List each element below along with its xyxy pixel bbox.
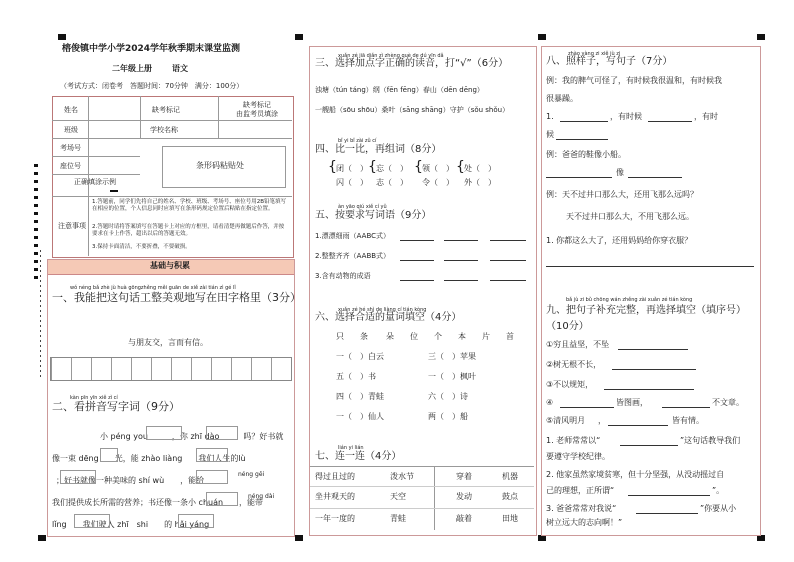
match-right-a[interactable]: 穿着 (456, 472, 472, 481)
q8-example2: 例：爸爸的鞋像小船。 (546, 150, 626, 159)
match-row-line (310, 508, 534, 509)
q2-line1: 小 péng you ，你 zhī dào 吗？好书就 (100, 432, 284, 441)
match-right-a[interactable]: 发动 (456, 492, 472, 501)
answer-box[interactable] (206, 426, 238, 440)
q6-item: 五（ ）书 (336, 372, 376, 381)
measure-word: 个 (434, 332, 442, 341)
table-row-line (52, 174, 140, 175)
q5-title: 五、按要求写词语（9分） (315, 210, 432, 221)
answer-line[interactable] (444, 240, 478, 241)
q8-fill1-c: ，有时 (694, 112, 718, 121)
corner-marker (38, 535, 46, 541)
q5-line2: 2.整整齐齐（AABB式） (315, 252, 391, 260)
q4-pair4-b: 外（ ） (464, 178, 496, 187)
q5-line1: 1.漂漂细雨（AABC式） (315, 232, 391, 240)
absent-mark-note: 缺考标记 由监考员填涂 (236, 101, 278, 118)
q3-title: 三、选择加点字正确的读音，打“√”（6分） (315, 58, 509, 69)
q9-item5-c: 皆有情。 (672, 416, 704, 425)
q6-item: 一（ ）仙人 (336, 412, 384, 421)
match-mid[interactable]: 泼水节 (390, 472, 414, 481)
exam-title: 榕俊镇中学小学2024学年秋季期末课堂监测 (62, 44, 241, 54)
fill-example-mark (110, 190, 118, 192)
table-row-line (52, 156, 140, 157)
q5-pinyin: àn yāo qiú xiě cí yǔ (338, 204, 387, 210)
q8-example1: 例：我的脾气可怪了，有时候我很温和，有时候我 (546, 76, 722, 85)
q2-line2: 像一束 dēng 光，能 zhào liàng 我们人生的lù (52, 454, 246, 463)
measure-word: 条 (360, 332, 368, 341)
grade-label: 二年级上册 (112, 64, 152, 73)
answer-line[interactable] (444, 280, 478, 281)
q6-pinyin: xuǎn zé hé shì de liàng cí tián kòng (338, 307, 427, 313)
q9-s2-c: ”。 (712, 486, 725, 495)
exam-room-label: 考场号 (60, 144, 81, 152)
match-right-b[interactable]: 田地 (502, 514, 518, 523)
q9-s1-b: ”这句话教导我们 (680, 436, 741, 445)
q4-pinyin: bǐ yi bǐ zài zǔ cí (338, 138, 377, 144)
answer-line[interactable] (612, 369, 696, 370)
answer-line[interactable] (608, 425, 668, 426)
measure-word: 位 (410, 332, 418, 341)
table-col-line (88, 196, 89, 256)
brace: { (414, 159, 423, 175)
q6-item: 一（ ）白云 (336, 352, 384, 361)
school-label: 学校名称 (150, 126, 178, 134)
brace: { (456, 159, 465, 175)
q9-item: ③不以规矩， (546, 380, 594, 389)
q2-line3: ；好书就像一种美味的 shí wù ，能给 (56, 476, 205, 485)
q9-s2: 2. 他家虽然家境贫寒，但十分坚强，从没动摇过自 (546, 470, 725, 479)
answer-line[interactable] (560, 407, 614, 408)
absent-mark-label: 缺考标记 (152, 106, 180, 114)
measure-word: 首 (506, 332, 514, 341)
q9-item4-b: 皆图画， (616, 398, 648, 407)
match-left[interactable]: 坐井观天的 (315, 492, 355, 501)
note-2: 2.答题时请将答案填写在答题卡上对应的方框里，请看清楚再做题后作答，并按要求在卡上作答，超出以后的答题无效。 (92, 224, 285, 237)
name-label: 姓名 (64, 106, 78, 114)
answer-line[interactable] (556, 139, 608, 140)
q8-example1-cont: 很暴躁。 (546, 94, 578, 103)
q9-item4-c: 不文章。 (712, 398, 744, 407)
measure-word: 本 (458, 332, 466, 341)
answer-line[interactable] (490, 280, 526, 281)
q8-title: 八、照样子，写句子（7分） (546, 56, 673, 67)
match-left[interactable]: 一年一度的 (315, 514, 355, 523)
q9-item: ④ (546, 398, 554, 407)
q6-item: 六（ ）诗 (428, 392, 468, 401)
barcode-label: 条形码粘贴处 (196, 161, 244, 170)
q8-fill1-num: 1. (546, 112, 554, 121)
answer-line[interactable] (662, 407, 710, 408)
measure-word: 朵 (386, 332, 394, 341)
q9-item: ②树无根不长， (546, 360, 602, 369)
q9-item: ①穷且益坚，不坠 (546, 340, 610, 349)
q9-item5-b: ， (598, 416, 606, 425)
q5-line3: 3.含有动物的成语 (315, 272, 371, 280)
class-label: 班级 (64, 126, 78, 134)
q2-title: 二、看拼音写字词（9分） (52, 400, 180, 413)
q7-pinyin: lián yi lián (338, 445, 364, 451)
subject-label: 语文 (172, 64, 188, 73)
answer-box[interactable] (60, 470, 96, 484)
match-divider (434, 466, 435, 530)
q8-example3: 例：天不过井口那么大，还用飞那么远吗？ (546, 190, 698, 199)
q9-s1-c: 要遵守学校纪律。 (546, 452, 610, 461)
answer-line[interactable] (628, 495, 710, 496)
q8-fill1-d: 候 (546, 130, 554, 139)
q6-item: 四（ ）青蛙 (336, 392, 384, 401)
q7-title: 七、连一连（4分） (315, 451, 402, 462)
corner-marker (58, 34, 66, 40)
match-right-a[interactable]: 敲着 (456, 514, 472, 523)
match-left[interactable]: 得过且过的 (315, 472, 355, 481)
cut-line (40, 250, 41, 380)
notes-label: 注意事项 (58, 222, 86, 230)
answer-box[interactable] (206, 492, 238, 506)
q3-line1: 浊塘（tún táng）纲（fēn fēng）春山（dēn dēng） (315, 86, 484, 94)
answer-box[interactable] (146, 426, 182, 440)
answer-line[interactable] (636, 513, 698, 514)
measure-word: 片 (482, 332, 490, 341)
q8-example3-b: 天不过井口那么大，不用飞那么远。 (566, 212, 694, 221)
answer-line[interactable] (490, 260, 526, 261)
q6-title: 六、选择合适的量词填空（4分） (315, 312, 462, 323)
answer-box[interactable] (196, 470, 228, 484)
table-col-line (140, 96, 141, 138)
answer-line[interactable] (604, 389, 694, 390)
answer-box[interactable] (178, 514, 214, 528)
section-banner-text: 基础与积累 (150, 261, 190, 270)
answer-line[interactable] (400, 280, 434, 281)
seat-label: 座位号 (60, 162, 81, 170)
q3-pinyin: xuǎn zé jiā diǎn zì zhèng què de dú yīn dǎ (338, 53, 444, 59)
q1-title: 一、我能把这句话工整美观地写在田字格里（3分） (52, 291, 301, 304)
table-col-line (218, 96, 219, 138)
q1-sentence: 与朋友交，言而有信。 (128, 338, 208, 347)
corner-marker (538, 34, 546, 40)
q8-pinyin: zhào yàng zi xiě jù zi (568, 51, 621, 57)
q4-pair2-a: 忘（ ） (376, 164, 408, 173)
answer-box[interactable] (74, 514, 110, 528)
measure-word: 只 (336, 332, 344, 341)
corner-marker (295, 34, 303, 40)
q6-item: 三（ ）苹果 (428, 352, 476, 361)
q3-line2: 一艘船（sōu shōu）桑叶（sāng shāng）守护（sǒu shǒu） (315, 106, 510, 114)
exam-info: （考试方式：闭卷考 答题时间：70分钟 满分：100分） (60, 82, 244, 90)
q9-s3-c: 树立远大的志向啊！” (546, 518, 623, 527)
match-mid[interactable]: 天空 (390, 492, 406, 501)
q9-pinyin: bǎ jù zi bǔ chōng wán zhěng zài xuǎn zé tián kòng (566, 297, 693, 303)
q4-pair1-b: 闪（ ） (336, 178, 368, 187)
q6-item: 一（ ）枫叶 (428, 372, 476, 381)
answer-line[interactable] (400, 240, 434, 241)
answer-line[interactable] (490, 240, 526, 241)
brace: { (368, 159, 377, 175)
q4-pair3-b: 令（ ） (422, 178, 454, 187)
q2-pinyin: kàn pīn yīn xiě zì cí (70, 395, 118, 401)
q1-pinyin: wǒ néng bǎ zhè jù huà gōngzhěng měi guān de xiě zài tián zì gé lǐ (70, 285, 236, 291)
corner-marker (295, 535, 303, 541)
q4-pair1-a: 闭（ ） (336, 164, 368, 173)
answer-box[interactable] (100, 448, 118, 462)
match-mid[interactable]: 青蛙 (390, 514, 406, 523)
q2-line5: lǐng 我们驶入 zhī shi 的 hǎi yáng (52, 520, 210, 529)
q9-s3: 3. 爸爸常常对我说“ (546, 504, 617, 513)
q4-pair4-a: 处（ ） (464, 164, 496, 173)
answer-line[interactable] (618, 349, 688, 350)
q2-pinyin-neng-dai: néng dài (248, 493, 275, 500)
corner-marker (757, 34, 765, 40)
q8-fill1-b: ，有时候 (610, 112, 642, 121)
q8-fill3: 1. 你都这么大了，还用妈妈给你穿衣服？ (546, 236, 693, 245)
match-right-b[interactable]: 机器 (502, 472, 518, 481)
answer-line[interactable] (560, 121, 608, 122)
q9-s1: 1. 老师常常以“ (546, 436, 601, 445)
q2-pinyin-neng-gei: néng gěi (238, 471, 265, 478)
answer-line[interactable] (546, 177, 612, 178)
fill-example-label: 正确填涂示例 (74, 178, 116, 186)
answer-line[interactable] (620, 445, 678, 446)
answer-box[interactable] (196, 448, 228, 462)
answer-line[interactable] (628, 177, 682, 178)
q8-fill2: 像 (616, 168, 624, 177)
brace: { (328, 159, 337, 175)
q9-item: ⑤清风明月 (546, 416, 586, 425)
column-frame (541, 46, 761, 536)
note-3: 3.保持卡面清洁，不要折叠，不要破损。 (92, 244, 191, 250)
q9-s2-b: 己的理想，正所谓“ (546, 486, 615, 495)
tian-grid[interactable] (50, 357, 292, 381)
registration-marks (34, 164, 38, 284)
q4-pair3-a: 领（ ） (422, 164, 454, 173)
match-row-line (310, 486, 534, 487)
q9-s3-b: ”你要从小 (700, 504, 737, 513)
answer-line[interactable] (546, 266, 754, 267)
q4-pair2-b: 志（ ） (376, 178, 408, 187)
note-1: 1.答题前，同学们先将自己的姓名、学校、班级、考场号、座位号用2B铅笔填写在相应的位置，个人信息同时应填写在条形码规定位置后粘贴在指定位置。 (92, 199, 287, 212)
match-right-b[interactable]: 鼓点 (502, 492, 518, 501)
answer-line[interactable] (648, 121, 692, 122)
q4-title: 四、比一比，再组词（8分） (315, 144, 442, 155)
answer-line[interactable] (444, 260, 478, 261)
q6-item: 两（ ）船 (428, 412, 468, 421)
q9-title: 九、把句子补充完整，再选择填空（填序号）（10分） (546, 305, 746, 332)
answer-line[interactable] (400, 260, 434, 261)
q2-line4: 我们提供成长所需的营养；书还像一条小 chuán ，能带 (52, 498, 264, 507)
